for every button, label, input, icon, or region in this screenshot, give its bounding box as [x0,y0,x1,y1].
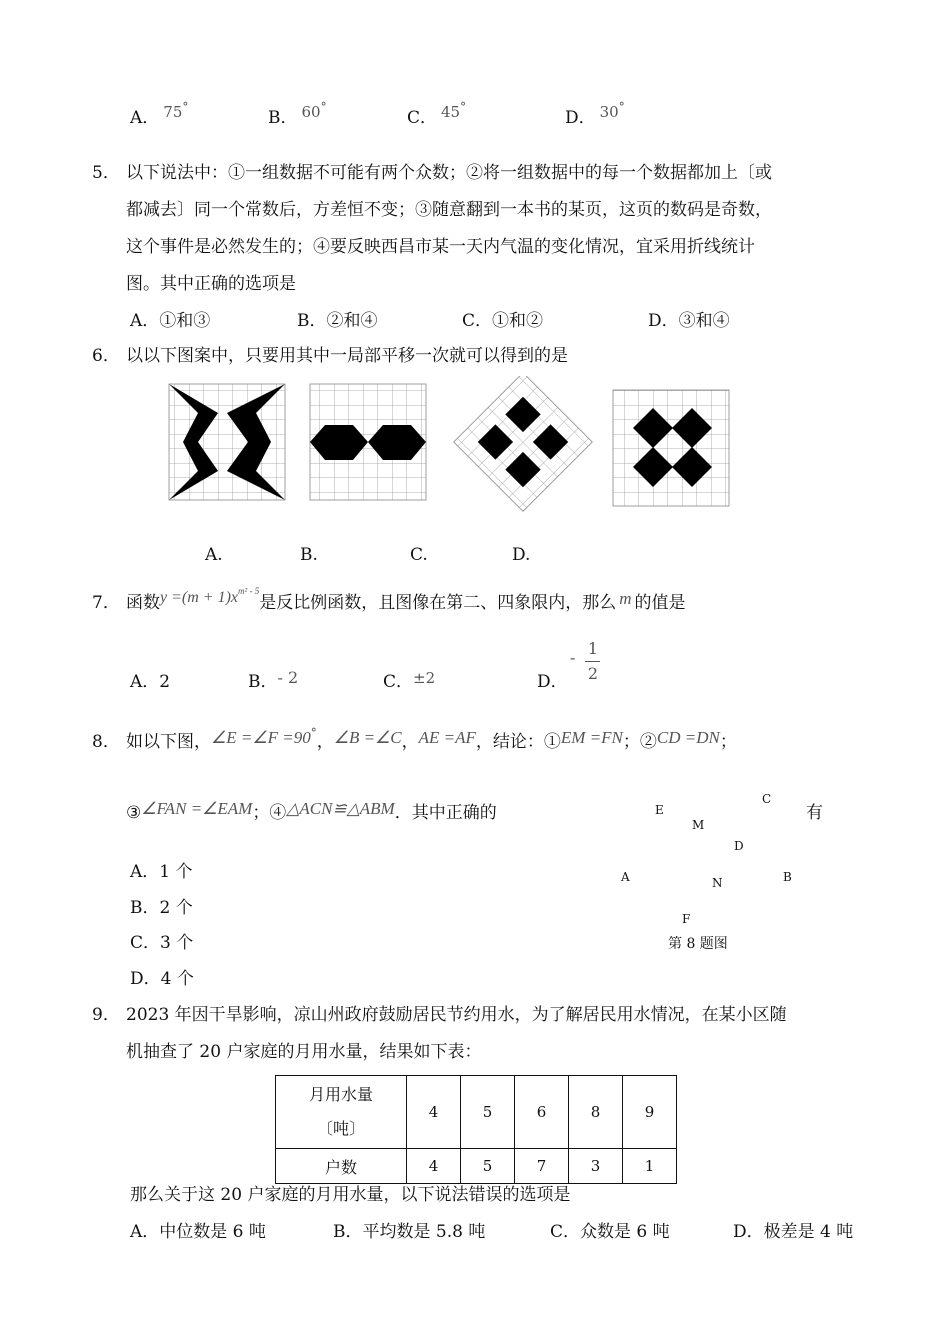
math-expression: ∠FAN =∠EAM [141,799,253,818]
q4-option-d [565,100,625,129]
text-span: ；② [622,732,657,752]
formula-exponent: m² - 5 [238,586,260,596]
fraction-sign: - [570,648,576,667]
math-expression: EM =FN [560,728,623,747]
math-expression: △ACN≌△ABM [286,799,395,818]
figure-label-c: C. [410,545,428,565]
question-text-line [126,726,737,753]
q5-option-b: B．②和④ [297,311,378,331]
option-letter: C． [383,672,414,692]
question-text [126,586,686,615]
table-cell: 4 [407,1149,461,1184]
q9-option-d: D．极差是 4 吨 [733,1222,854,1242]
q9-option-a: A．中位数是 6 吨 [130,1222,266,1242]
text-span: ．其中正确的 [394,803,497,823]
figure-label-a: A. [205,545,223,565]
q4-option-b [268,100,327,129]
degree-sign: ° [460,100,467,114]
fraction-denominator: 2 [587,664,599,683]
table-cell: 8 [569,1076,623,1149]
fraction-numerator: 1 [587,639,599,658]
table-cell: 6 [515,1076,569,1149]
q4-option-a [130,100,189,129]
q9-option-b: B．平均数是 5.8 吨 [333,1222,486,1242]
table-row [276,1149,677,1184]
question-text-line: 机抽查了 20 户家庭的月用水量，结果如下表： [126,1042,482,1062]
figure-label-d: D. [512,545,531,565]
question-text-line: 都减去〕同一个常数后，方差恒不变；③随意翻到一本书的某页，这页的数码是奇数， [126,200,772,220]
table-cell: 4 [407,1076,461,1149]
figure-label-b: B. [300,545,318,565]
text-span: 是反比例函数，且图像在第二、四象限内，那么 [259,593,617,613]
text-span: 有 [806,803,823,823]
math-expression: AE =AF [418,728,476,747]
q8-option-b: B．2 个 [130,898,193,918]
function-formula: y =(m + 1)x [160,589,239,606]
point-label-b: B [783,870,792,884]
q8-option-c: C．3 个 [130,933,194,953]
option-value: 75 [163,103,183,121]
table-header-cell: 户数 [276,1149,407,1184]
point-label-f: F [682,912,691,926]
option-letter: D． [565,108,596,128]
degree-sign: ° [618,100,625,114]
math-expression: CD =DN [656,728,720,747]
question-text: 以以下图案中，只要用其中一局部平移一次就可以得到的是 [126,346,568,366]
q5-option-a: A．①和③ [130,311,211,331]
q7-option-c [383,669,436,692]
question-text-line: 2023 年因干旱影响，凉山州政府鼓励居民节约用水，为了解居民用水情况，在某小区随 [126,1005,787,1025]
q9-option-c: C．众数是 6 吨 [550,1222,670,1242]
table-row [276,1076,677,1149]
question-text-line: 图。其中正确的选项是 [126,274,296,294]
text-span: ， [316,732,334,752]
text-span: 如以下图， [126,732,211,752]
fraction-bar [585,661,600,662]
math-expression: ∠B =∠C [333,728,402,747]
point-label-a: A [621,870,630,884]
text-span: 的值是 [634,593,686,613]
figure-b-pattern [310,384,426,500]
header-line: 〔吨〕 [316,1119,365,1138]
figure-caption: 第 8 题图 [668,936,728,952]
question-text-line [126,799,497,823]
question-text-line: 那么关于这 20 户家庭的月用水量，以下说法错误的选项是 [130,1185,571,1205]
text-span: ③ [126,803,142,823]
q8-option-d: D．4 个 [130,969,194,989]
question-number: 8． [92,732,120,752]
option-letter: A． [130,672,160,692]
q7-option-d [537,672,568,692]
figure-a-pattern [169,384,285,500]
table-cell: 5 [461,1149,515,1184]
figure-c-pattern [454,376,593,511]
q4-option-c [407,100,467,129]
option-value: 30 [599,103,619,121]
degree-sign: ° [320,100,327,114]
option-letter: C． [407,108,438,128]
variable-m: m [619,589,632,608]
question-number: 6． [92,346,120,366]
q5-option-c: C．①和② [462,311,544,331]
option-value: 45 [441,103,461,121]
question-text-line: 这个事件是必然发生的；④要反映西昌市某一天内气温的变化情况，宜采用折线统计 [126,237,755,257]
q5-option-d: D．③和④ [648,311,730,331]
table-cell: 3 [569,1149,623,1184]
figure-d-pattern [613,390,729,506]
q6-figures [160,376,740,526]
option-value: 60 [301,103,321,121]
text-span: ，结论：① [475,732,561,752]
question-number: 7． [92,593,120,613]
q7-option-b [248,668,299,692]
text-span: 函数 [126,593,160,613]
table-header-cell [276,1076,407,1149]
table-cell: 5 [461,1076,515,1149]
option-value: 2 [159,672,171,692]
option-value: ±2 [413,669,436,687]
option-value: - 2 [277,668,299,687]
question-text-line: 以下说法中：①一组数据不可能有两个众数；②将一组数据中的每一个数据都加上〔或 [126,163,772,183]
q7-option-a [130,672,170,692]
header-line: 月用水量 [308,1085,373,1104]
question-number: 5． [92,163,120,183]
option-letter: B． [268,108,298,128]
option-letter: B． [248,672,278,692]
table-cell: 7 [515,1149,569,1184]
degree-sign: ° [310,726,317,740]
point-label-e: E [655,803,664,817]
degree-sign: ° [182,100,189,114]
text-span: ； [719,732,737,752]
point-label-m: M [692,818,705,832]
text-span: ；④ [252,803,287,823]
point-label-c: C [762,792,772,806]
water-usage-table [275,1075,677,1184]
text-span: ， [401,732,419,752]
point-label-n: N [712,876,723,890]
math-expression: ∠E =∠F =90 [211,728,311,747]
question-number: 9． [92,1005,120,1025]
q8-option-a: A．1 个 [130,862,193,882]
table-cell: 9 [623,1076,677,1149]
point-label-d: D [734,839,744,853]
table-cell: 1 [623,1149,677,1184]
option-letter: D． [537,672,568,692]
option-letter: A． [130,108,160,128]
